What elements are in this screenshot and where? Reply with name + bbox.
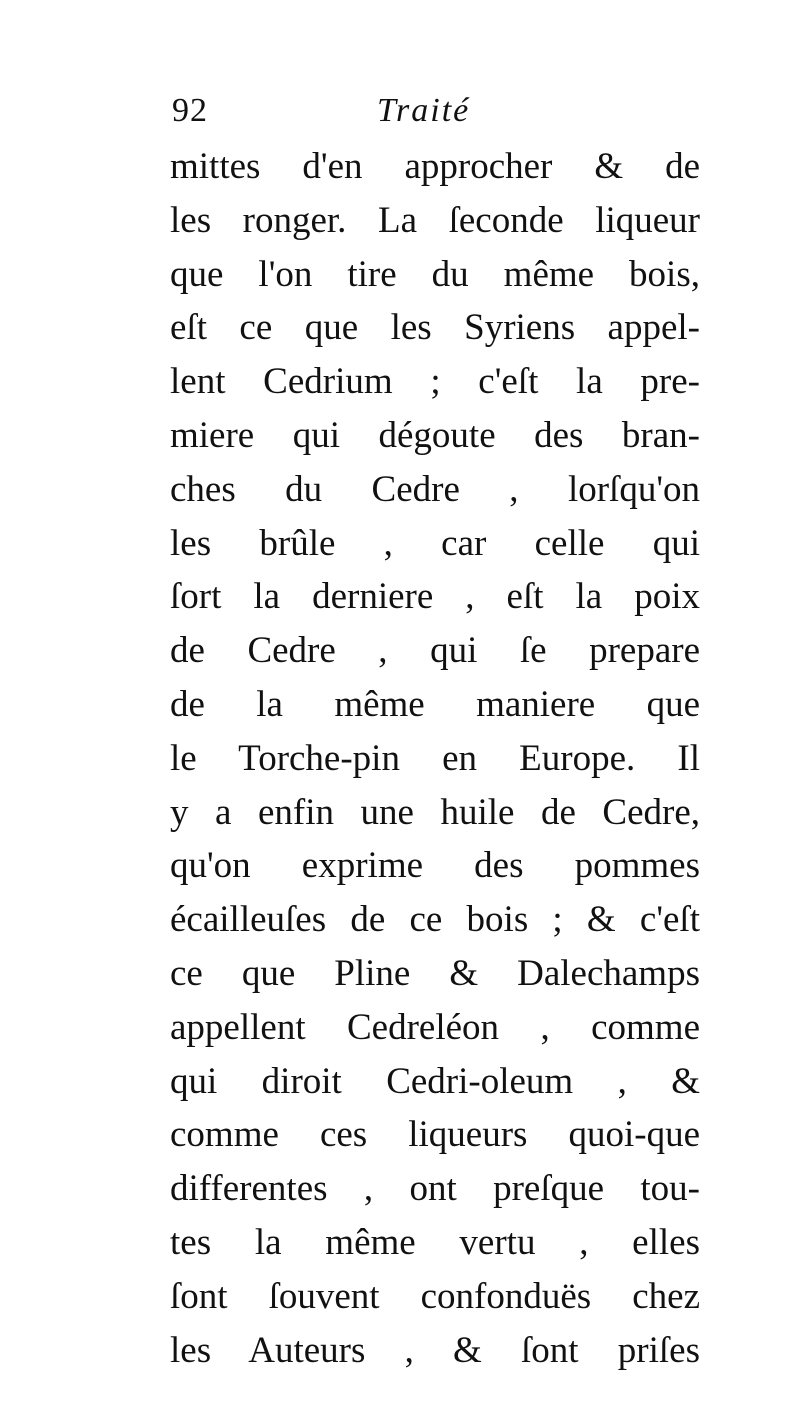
body-text (170, 140, 700, 1377)
text-line: écailleuſes de ce bois ; & c'eſt (170, 899, 700, 941)
text-line: les ronger. La ſeconde liqueur (170, 199, 700, 241)
text-line: tes la même vertu , elles (170, 1221, 700, 1263)
text-line: le Torche-pin en Europe. Il (170, 737, 700, 779)
text-line: ce que Pline & Dalechamps (170, 952, 700, 994)
text-line: ſort la derniere , eſt la poix (170, 576, 700, 618)
text-line: de la même maniere que (170, 683, 700, 725)
text-line: ches du Cedre , lorſqu'on (170, 468, 700, 510)
text-line: mittes d'en approcher & de (170, 146, 700, 187)
text-line: que l'on tire du même bois, (170, 253, 700, 295)
text-line: de Cedre , qui ſe prepare (170, 630, 700, 672)
running-title: Traité (377, 92, 471, 129)
text-line: comme ces liqueurs quoi-que (170, 1114, 700, 1156)
text-line: qu'on exprime des pommes (170, 845, 700, 887)
text-line: les Auteurs , & ſont priſes (170, 1329, 700, 1371)
text-line: miere qui dégoute des bran- (170, 414, 700, 456)
text-line: differentes , ont preſque tou- (170, 1168, 700, 1210)
text-line: appellent Cedreléon , comme (170, 1006, 700, 1048)
text-line: ſont ſouvent confonduës chez (170, 1275, 700, 1317)
text-line: y a enfin une huile de Cedre, (170, 791, 700, 833)
text-line: eſt ce que les Syriens appel- (170, 307, 700, 349)
text-line: lent Cedrium ; c'eſt la pre- (170, 361, 700, 403)
text-line: les brûle , car celle qui (170, 522, 700, 564)
text-line: qui diroit Cedri-oleum , & (170, 1060, 700, 1102)
running-head (172, 92, 502, 142)
page-number: 92 (172, 92, 208, 129)
